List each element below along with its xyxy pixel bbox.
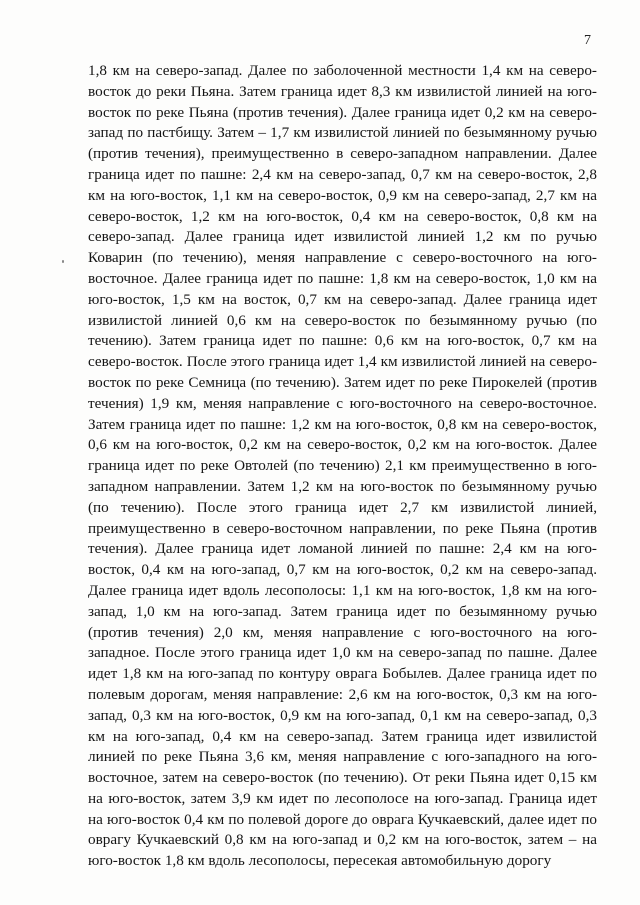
text-line: запад по пастбищу. Затем – 1,7 км извилистой линией по безымянному ручью (88, 124, 597, 142)
text-line: км на юго-восток, 1,1 км на северо-восток, 0,9 км на северо-запад, 2,7 км на (88, 186, 597, 204)
text-line: полевым дорогам, меняя направление: 2,6 км на юго-восток, 0,3 км на юго- (88, 685, 597, 703)
text-line: 0,6 км на юго-восток, 0,2 км на северо-восток, 0,2 км на юго-восток. Далее (88, 436, 597, 454)
text-line: граница идет по реке Овтолей (по течению) 2,1 км преимущественно в юго- (88, 457, 597, 475)
text-line: северо-восток, 1,2 км на юго-восток, 0,4 км на северо-восток, 0,8 км на (88, 207, 597, 225)
text-line: извилистой линией 0,6 км на северо-восток по безымянному ручью (по (88, 311, 597, 329)
text-line: Далее граница идет вдоль лесополосы: 1,1 км на юго-восток, 1,8 км на юго- (88, 581, 597, 599)
text-line: 1,8 км на северо-запад. Далее по заболоченной местности 1,4 км на северо- (88, 62, 597, 79)
text-line: оврагу Кучкаевский 0,8 км на юго-запад и 0,2 км на юго-восток, затем – на (88, 831, 597, 849)
text-line: (по течению). После этого граница идет 2,7 км извилистой линией, (88, 498, 597, 516)
text-line: юго-восток, 1,5 км на восток, 0,7 км на северо-запад. Далее граница идет (88, 290, 597, 308)
scan-speck (62, 260, 64, 263)
text-line: течению). Затем граница идет по пашне: 0,6 км на юго-восток, 0,7 км на (88, 332, 597, 350)
text-line: северо-восток. После этого граница идет 1,4 км извилистой линией на северо- (88, 353, 597, 371)
text-line: (против течения), преимущественно в северо-западном направлении. Далее (88, 145, 597, 163)
page-number: 7 (584, 33, 591, 48)
text-line: западном направлении. Затем 1,2 км на юго-восток по безымянному ручью (88, 477, 597, 495)
body-paragraph (88, 61, 597, 872)
text-line: идет 1,8 км на юго-запад по контуру оврага Бобылев. Далее граница идет по (88, 665, 597, 683)
text-line: граница идет по пашне: 2,4 км на северо-запад, 0,7 км на северо-восток, 2,8 (88, 165, 597, 183)
text-line: западное. После этого граница идет 1,0 км на северо-запад по пашне. Далее (88, 644, 597, 662)
text-line: восточное, затем на северо-восток (по течению). От реки Пьяна идет 0,15 км (88, 769, 597, 787)
text-line: восток до реки Пьяна. Затем граница идет 8,3 км извилистой линией на юго- (88, 82, 597, 100)
text-line: Коварин (по течению), меняя направление с северо-восточного на юго- (88, 249, 597, 267)
text-line: течения) 1,9 км, меняя направление с юго-восточного на северо-восточное. (88, 394, 597, 412)
text-line: восток, 0,4 км на юго-запад, 0,7 км на юго-восток, 0,2 км на северо-запад. (88, 561, 597, 579)
text-line: на юго-восток, затем 3,9 км идет по лесополосе на юго-запад. Граница идет (88, 789, 597, 807)
text-line: (против течения) 2,0 км, меняя направление с юго-восточного на юго- (88, 623, 597, 641)
text-line: запад, 1,0 км на юго-запад. Затем граница идет по безымянному ручью (88, 602, 597, 620)
text-line: юго-восток 1,8 км вдоль лесополосы, пересекая автомобильную дорогу (88, 852, 552, 870)
text-line: преимущественно в северо-восточном направлении, по реке Пьяна (против (88, 519, 597, 537)
text-line: км на юго-запад, 0,4 км на северо-запад. Затем граница идет извилистой (88, 727, 597, 745)
text-line: течения). Далее граница идет ломаной линией по пашне: 2,4 км на юго- (88, 540, 597, 558)
text-line: Затем граница идет по пашне: 1,2 км на юго-восток, 0,8 км на северо-восток, (88, 415, 597, 433)
text-line: северо-запад. Далее граница идет извилистой линией 1,2 км по ручью (88, 228, 597, 246)
text-line: на юго-восток 0,4 км по полевой дороге до оврага Кучкаевский, далее идет по (88, 810, 597, 828)
text-line: запад, 0,3 км на юго-восток, 0,9 км на юго-запад, 0,1 км на северо-запад, 0,3 (88, 706, 597, 724)
text-line: восток по реке Пьяна (против течения). Далее граница идет 0,2 км на северо- (88, 103, 597, 121)
text-line: линией по реке Пьяна 3,6 км, меняя направление с юго-западного на юго- (88, 748, 597, 766)
text-line: восточное. Далее граница идет по пашне: 1,8 км на северо-восток, 1,0 км на (88, 269, 597, 287)
text-line: восток по реке Семница (по течению). Затем идет по реке Пирокелей (против (88, 373, 597, 391)
